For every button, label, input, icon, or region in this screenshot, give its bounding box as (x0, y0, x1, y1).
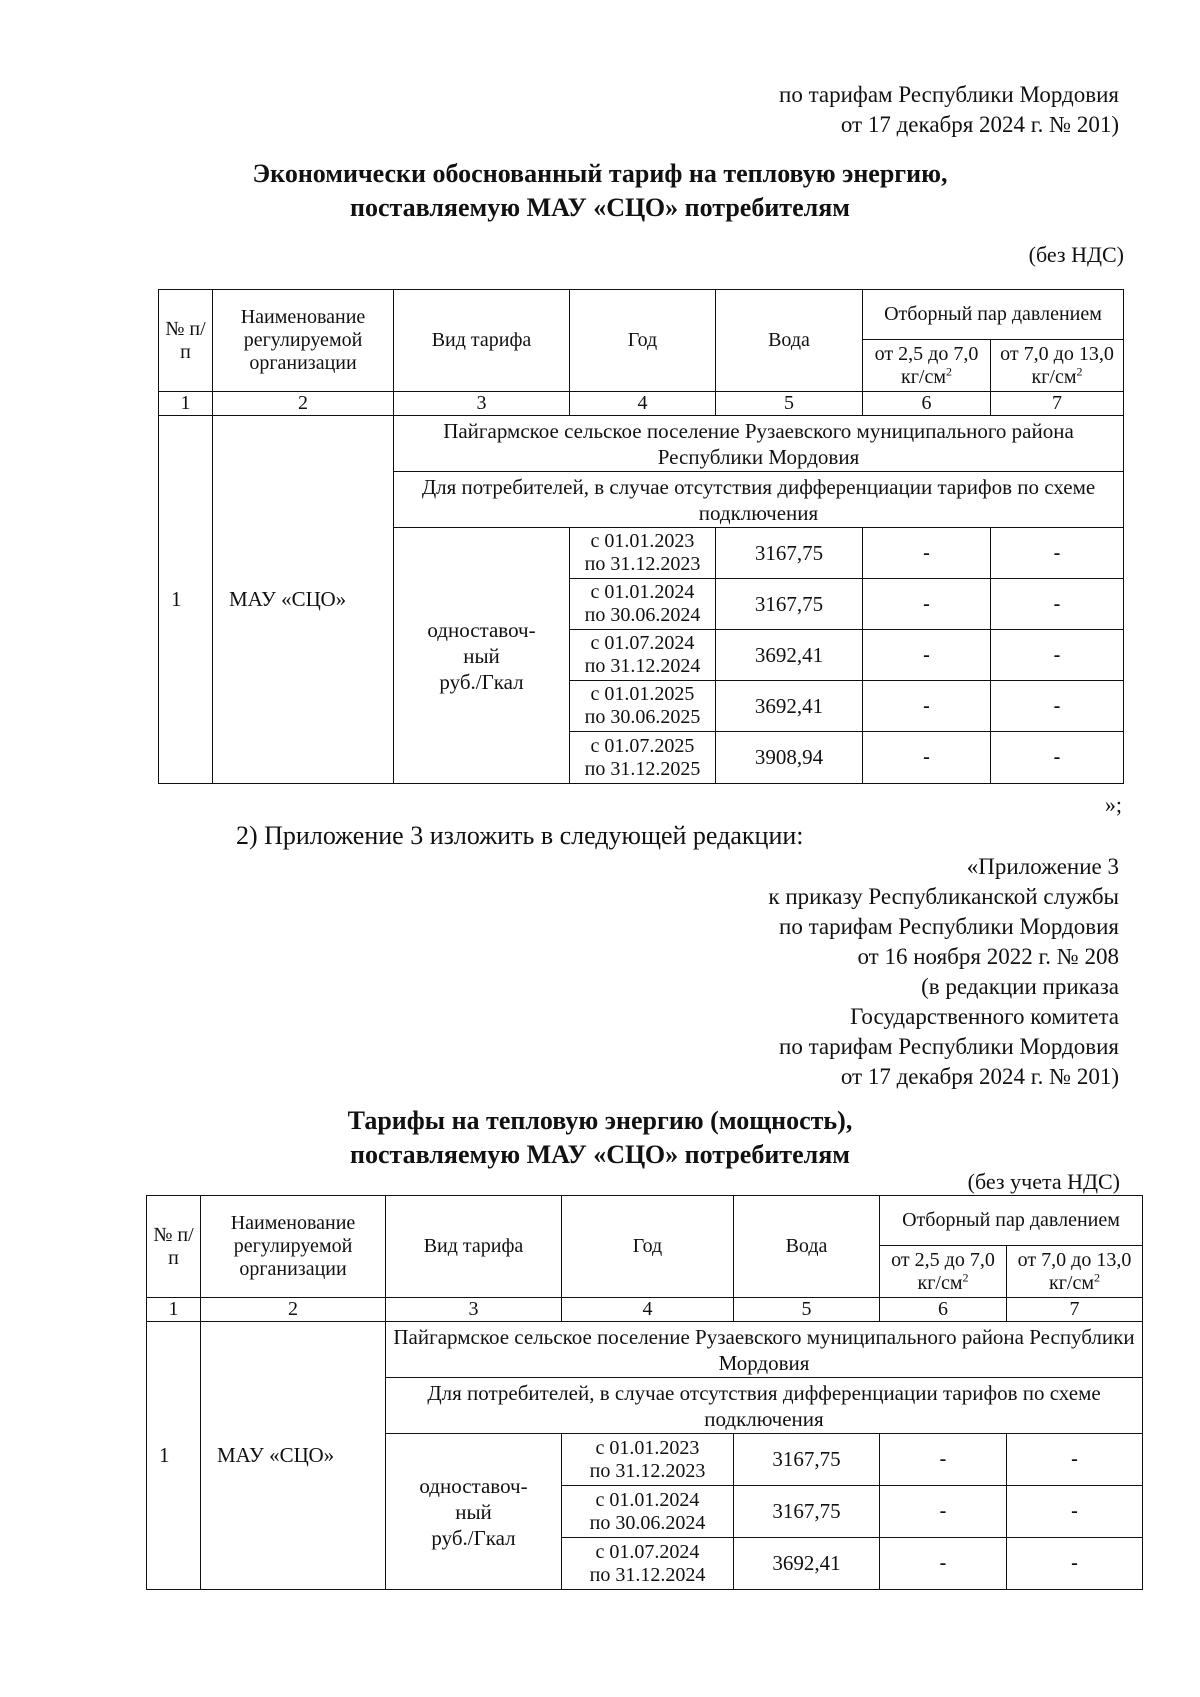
appendix-header (768, 852, 1119, 1092)
header-tariff-type: Вид тарифа (386, 1196, 562, 1298)
water-value: 3167,75 (734, 1486, 880, 1538)
water-value: 3908,94 (716, 732, 863, 784)
steam-b-value: - (1007, 1538, 1143, 1590)
consumers-row: Для потребителей, в случае отсутствия дифференциации тарифов по схеме подключения (386, 1378, 1143, 1434)
steam-a-value: - (863, 630, 991, 681)
period (570, 528, 716, 579)
steam-a-value: - (863, 681, 991, 732)
period (570, 681, 716, 732)
steam-b-value: - (1007, 1434, 1143, 1486)
period-to: по 30.06.2025 (584, 706, 701, 728)
header-top-line: по тарифам Республики Мордовия (779, 82, 1119, 107)
col-number: 2 (201, 1298, 386, 1322)
col-number: 7 (1007, 1298, 1143, 1322)
appendix-header-line: (в редакции приказа (921, 974, 1119, 999)
period-to: по 31.12.2023 (589, 1459, 706, 1482)
period-from: с 01.07.2024 (590, 632, 695, 654)
col-number: 1 (159, 392, 213, 416)
table1-title-line: Экономически обоснованный тариф на тепловую энергию, (252, 159, 948, 188)
tariff-type (394, 528, 570, 784)
header-year: Год (570, 290, 716, 392)
col-number: 6 (880, 1298, 1007, 1322)
table1-vat-note: (без НДС) (1028, 242, 1124, 267)
period-from: с 01.07.2024 (595, 1540, 700, 1563)
steam-a-value: - (880, 1486, 1007, 1538)
period-to: по 31.12.2025 (584, 757, 701, 780)
table2-title (0, 1104, 1200, 1172)
appendix-header-line: по тарифам Республики Мордовия (779, 914, 1119, 939)
org-name: МАУ «СЦО» (213, 416, 394, 784)
water-value: 3692,41 (716, 681, 863, 732)
tariff-type (386, 1434, 562, 1590)
col-number: 6 (863, 392, 991, 416)
period (570, 579, 716, 630)
col-number: 4 (562, 1298, 734, 1322)
steam-b-value: - (991, 681, 1124, 732)
header-steam: Отборный пар давлением (863, 290, 1124, 340)
period (570, 630, 716, 681)
header-tariff-type: Вид тарифа (394, 290, 570, 392)
superscript: 2 (962, 1269, 969, 1284)
table2-title-line: Тарифы на тепловую энергию (мощность), (347, 1106, 853, 1135)
col-number: 2 (213, 392, 394, 416)
steam-b-value: - (1007, 1486, 1143, 1538)
water-value: 3692,41 (734, 1538, 880, 1590)
item-2-text: 2) Приложение 3 изложить в следующей редакции: (236, 821, 804, 850)
period-to: по 31.12.2024 (584, 655, 701, 677)
tariff-type-line: одноставоч- (419, 1473, 528, 1498)
appendix-header-line: «Приложение 3 (966, 854, 1119, 879)
header-org: Наименование регулируемой организации (213, 290, 394, 392)
steam-b-value: - (991, 579, 1124, 630)
col-number: 5 (716, 392, 863, 416)
steam-a-value: - (863, 528, 991, 579)
settlement-row: Пайгармское сельское поселение Рузаевского муниципального района Республики Мордовия (386, 1322, 1143, 1378)
appendix-header-line: от 16 ноября 2022 г. № 208 (857, 944, 1119, 969)
period (562, 1434, 734, 1486)
col-number: 3 (386, 1298, 562, 1322)
appendix-header-line: к приказу Республиканской службы (768, 884, 1119, 909)
period-from: с 01.07.2025 (590, 734, 695, 757)
period-from: с 01.01.2023 (595, 1436, 700, 1459)
superscript: 2 (1094, 1269, 1100, 1284)
appendix-header-line: по тарифам Республики Мордовия (779, 1034, 1119, 1059)
water-value: 3167,75 (716, 579, 863, 630)
tariff-type-line: ный (455, 1499, 492, 1524)
table2 (146, 1195, 1143, 1590)
header-num: № п/п (147, 1196, 201, 1298)
header-steam-b (991, 340, 1124, 392)
col-number: 4 (570, 392, 716, 416)
appendix-header-line: Государственного комитета (850, 1004, 1119, 1029)
table1-title (0, 157, 1200, 225)
period-to: по 30.06.2024 (584, 604, 701, 626)
period-to: по 31.12.2024 (589, 1563, 706, 1586)
period-from: с 01.01.2024 (590, 581, 695, 603)
closing-quote: »; (1104, 792, 1122, 817)
period-from: с 01.01.2024 (595, 1488, 700, 1511)
water-value: 3692,41 (716, 630, 863, 681)
superscript: 2 (1076, 363, 1083, 378)
steam-a-value: - (863, 732, 991, 784)
header-steam-a-text: от 2,5 до 7,0 кг/см (874, 342, 979, 388)
period (562, 1538, 734, 1590)
period (562, 1486, 734, 1538)
superscript: 2 (946, 363, 952, 378)
tariff-type-line: ный (463, 643, 500, 668)
header-steam-b-text: от 7,0 до 13,0 кг/см (1017, 1248, 1132, 1294)
header-num: № п/п (159, 290, 213, 392)
period (570, 732, 716, 784)
header-steam-b-text: от 7,0 до 13,0 кг/см (1000, 342, 1114, 388)
header-water: Вода (716, 290, 863, 392)
tariff-type-line: одноставоч- (427, 617, 536, 642)
header-org: Наименование регулируемой организации (201, 1196, 386, 1298)
water-value: 3167,75 (716, 528, 863, 579)
header-steam-b (1007, 1246, 1143, 1298)
period-from: с 01.01.2025 (590, 683, 695, 705)
col-number: 3 (394, 392, 570, 416)
consumers-row: Для потребителей, в случае отсутствия дифференциации тарифов по схеме подключения (394, 472, 1124, 528)
appendix-header-line: от 17 декабря 2024 г. № 201) (840, 1064, 1119, 1089)
header-top (779, 80, 1119, 140)
water-value: 3167,75 (734, 1434, 880, 1486)
table1-title-line: поставляемую МАУ «СЦО» потребителям (350, 193, 850, 222)
steam-b-value: - (991, 630, 1124, 681)
header-year: Год (562, 1196, 734, 1298)
col-number: 7 (991, 392, 1124, 416)
steam-a-value: - (880, 1434, 1007, 1486)
period-from: с 01.01.2023 (590, 530, 695, 552)
row-number: 1 (147, 1322, 201, 1590)
table1 (158, 289, 1124, 784)
tariff-type-line: руб./Гкал (439, 669, 524, 694)
steam-a-value: - (863, 579, 991, 630)
settlement-row: Пайгармское сельское поселение Рузаевского муниципального района Республики Мордовия (394, 416, 1124, 472)
header-steam-a (880, 1246, 1007, 1298)
org-name: МАУ «СЦО» (201, 1322, 386, 1590)
col-number: 5 (734, 1298, 880, 1322)
header-water: Вода (734, 1196, 880, 1298)
table2-vat-note: (без учета НДС) (967, 1169, 1120, 1194)
header-steam: Отборный пар давлением (880, 1196, 1143, 1246)
steam-a-value: - (880, 1538, 1007, 1590)
header-top-line: от 17 декабря 2024 г. № 201) (840, 112, 1119, 137)
header-steam-a-text: от 2,5 до 7,0 кг/см (891, 1248, 995, 1294)
period-to: по 31.12.2023 (584, 553, 701, 575)
table2-title-line: поставляемую МАУ «СЦО» потребителям (350, 1140, 850, 1169)
steam-b-value: - (991, 528, 1124, 579)
steam-b-value: - (991, 732, 1124, 784)
row-number: 1 (159, 416, 213, 784)
header-steam-a (863, 340, 991, 392)
col-number: 1 (147, 1298, 201, 1322)
tariff-type-line: руб./Гкал (431, 1525, 516, 1550)
period-to: по 30.06.2024 (589, 1511, 706, 1534)
